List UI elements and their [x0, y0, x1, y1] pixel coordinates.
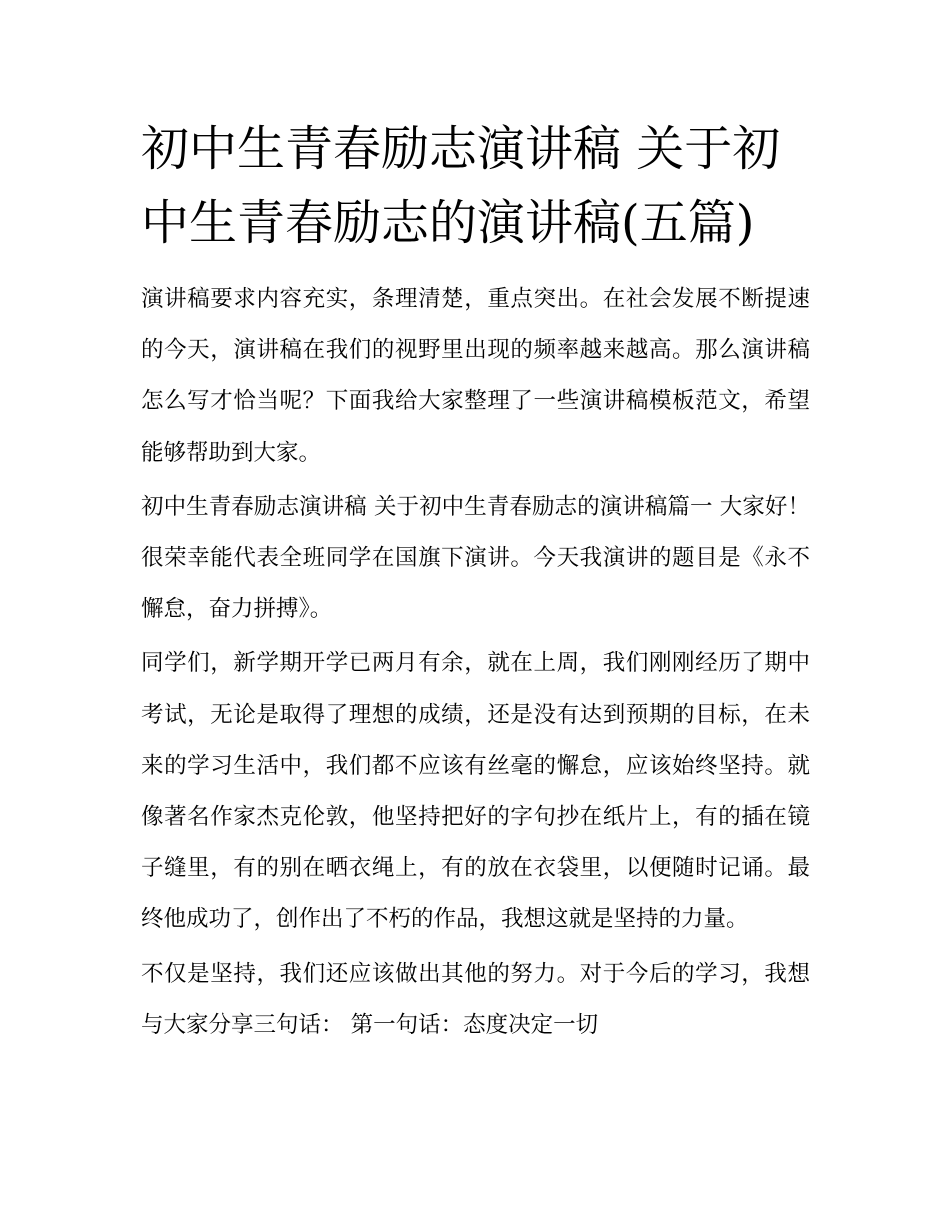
paragraph-persistence: 同学们，新学期开学已两月有余，就在上周，我们刚刚经历了期中考试，无论是取得了理想的成绩，还是没有达到预期的目标，在未来的学习生活中，我们都不应该有丝毫的懈怠，应该始终坚持。就像著名作家杰克伦敦，他坚持把好的字句抄在纸片上，有的插在镜子缝里，有的别在晒衣绳上，有的放在衣袋里，以便随时记诵。最终他成功了，创作出了不朽的作品，我想这就是坚持的力量。 [141, 650, 810, 933]
paragraph-speech-opening: 初中生青春励志演讲稿 关于初中生青春励志的演讲稿篇一 大家好！ 很荣幸能代表全班同学在国旗下演讲。今天我演讲的题目是《永不懈怠，奋力拼搏》。 [141, 493, 810, 623]
paragraph-three-sentences: 不仅是坚持，我们还应该做出其他的努力。对于今后的学习，我想与大家分享三句话： 第一句话：态度决定一切 [141, 960, 810, 1038]
document-title: 初中生青春励志演讲稿 关于初中生青春励志的演讲稿(五篇) [141, 121, 781, 251]
paragraph-intro: 演讲稿要求内容充实，条理清楚，重点突出。在社会发展不断提速的今天，演讲稿在我们的视野里出现的频率越来越高。那么演讲稿怎么写才恰当呢？下面我给大家整理了一些演讲稿模板范文，希望能够帮助到大家。 [141, 286, 810, 466]
